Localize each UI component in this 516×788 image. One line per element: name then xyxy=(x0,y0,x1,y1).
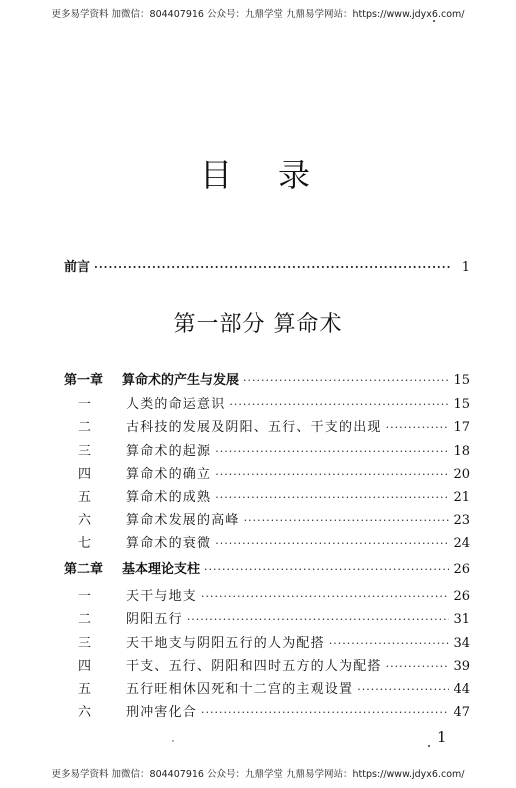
section-page: 23 xyxy=(453,513,470,528)
section-number: 一 xyxy=(78,397,92,412)
section-number: 三 xyxy=(78,444,92,459)
dot-leader xyxy=(243,374,449,387)
section-title: 五行旺相休囚死和十二宫的主观设置 xyxy=(126,682,354,697)
preface-page: 1 xyxy=(461,260,470,275)
chapter-number: 第一章 xyxy=(64,373,104,388)
dot-leader xyxy=(329,637,450,650)
chapter-title: 基本理论支柱 xyxy=(122,562,201,577)
section-title: 人类的命运意识 xyxy=(126,397,226,412)
dot-leader xyxy=(201,706,449,719)
section-title: 刑冲害化合 xyxy=(126,705,198,720)
section-page: 18 xyxy=(453,444,470,459)
dot-leader xyxy=(386,421,450,434)
section-entry xyxy=(64,393,470,412)
section-number: 一 xyxy=(78,589,92,604)
dot-leader xyxy=(187,613,450,626)
dot-leader xyxy=(94,261,452,274)
section-page: 34 xyxy=(453,636,470,651)
section-entry xyxy=(64,440,470,459)
chapter-number: 第二章 xyxy=(64,562,104,577)
section-title: 算命术的确立 xyxy=(126,467,212,482)
section-entry xyxy=(64,416,470,435)
section-page: 31 xyxy=(453,612,470,627)
section-number: 六 xyxy=(78,513,92,528)
watermark-bottom: 更多易学资料 加微信：804407916 公众号：九鼎学堂 九鼎易学网站：https://www.jdyx6.com/ xyxy=(51,769,465,780)
section-title: 算命术发展的高峰 xyxy=(126,513,240,528)
chapter-title: 算命术的产生与发展 xyxy=(122,373,240,388)
section-entry xyxy=(64,632,470,651)
section-number: 七 xyxy=(78,536,92,551)
section-entry xyxy=(64,585,470,604)
section-title: 算命术的起源 xyxy=(126,444,212,459)
dot-leader xyxy=(357,683,449,696)
section-title: 天干地支与阴阳五行的人为配搭 xyxy=(126,636,325,651)
dot-leader xyxy=(204,563,449,576)
section-entry xyxy=(64,463,470,482)
section-entry xyxy=(64,509,470,528)
chapter-entry xyxy=(64,558,470,577)
dot-leader xyxy=(215,491,449,504)
dot-leader xyxy=(215,445,449,458)
page-number: 1 xyxy=(437,728,447,746)
section-number: 四 xyxy=(78,659,92,674)
section-number: 四 xyxy=(78,467,92,482)
section-title: 天干与地支 xyxy=(126,589,198,604)
section-page: 15 xyxy=(453,397,470,412)
section-title: 算命术的成熟 xyxy=(126,490,212,505)
section-page: 47 xyxy=(453,705,470,720)
watermark-top: 更多易学资料 加微信：804407916 公众号：九鼎学堂 九鼎易学网站：https://www.jdyx6.com/ xyxy=(51,9,465,20)
chapter-page: 26 xyxy=(453,562,470,577)
dot-leader xyxy=(201,590,449,603)
section-entry xyxy=(64,608,470,627)
dot-leader xyxy=(386,660,450,673)
scan-speck xyxy=(428,745,430,747)
chapter-page: 15 xyxy=(453,373,470,388)
section-title: 阴阳五行 xyxy=(126,612,183,627)
section-page: 17 xyxy=(453,420,470,435)
dot-leader xyxy=(215,537,449,550)
section-page: 21 xyxy=(453,490,470,505)
section-number: 二 xyxy=(78,420,92,435)
section-title: 古科技的发展及阴阳、五行、干支的出现 xyxy=(126,420,382,435)
section-page: 20 xyxy=(453,467,470,482)
dot-leader xyxy=(229,398,449,411)
section-entry xyxy=(64,655,470,674)
section-number: 六 xyxy=(78,705,92,720)
section-number: 二 xyxy=(78,612,92,627)
scan-speck xyxy=(433,20,435,22)
section-page: 24 xyxy=(453,536,470,551)
section-title: 干支、五行、阴阳和四时五方的人为配搭 xyxy=(126,659,382,674)
section-entry xyxy=(64,701,470,720)
section-number: 五 xyxy=(78,682,92,697)
dot-leader xyxy=(215,468,449,481)
section-page: 26 xyxy=(453,589,470,604)
scan-speck xyxy=(172,740,174,742)
section-entry xyxy=(64,532,470,551)
preface-label: 前言 xyxy=(64,260,91,275)
part-title: 第一部分 算命术 xyxy=(173,312,343,337)
section-page: 39 xyxy=(453,659,470,674)
toc-entry-preface xyxy=(64,256,470,275)
section-entry xyxy=(64,486,470,505)
section-number: 三 xyxy=(78,636,92,651)
section-page: 44 xyxy=(453,682,470,697)
toc-title: 目录 xyxy=(199,156,356,194)
chapter-entry xyxy=(64,369,470,388)
section-title: 算命术的衰微 xyxy=(126,536,212,551)
section-number: 五 xyxy=(78,490,92,505)
dot-leader xyxy=(244,514,450,527)
section-entry xyxy=(64,678,470,697)
